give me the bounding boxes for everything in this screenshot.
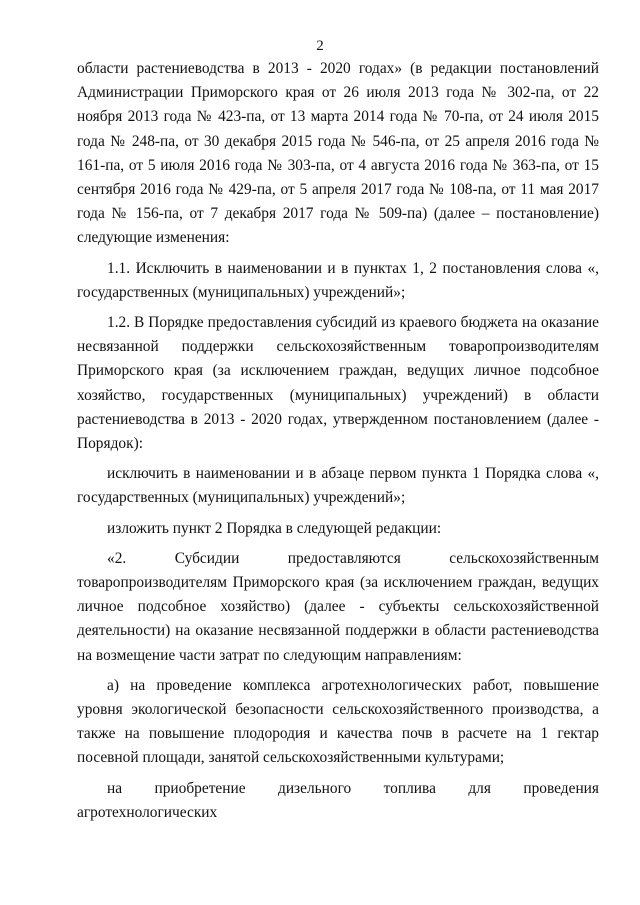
paragraph-diesel-fuel: на приобретение дизельного топлива для проведения агротехнологических [77, 779, 599, 821]
paragraph-1-2: 1.2. В Порядке предоставления субсидий из краевого бюджета на оказание несвязанной поддержки сельскохозяйственным товаропроизводителям Приморского края (за исключением граждан, ведущих личное подсобное хозяйство, государственных (муниципальных) учреждений) в области растениеводства в 2013 - 2020 годах, утвержденном постановлением (далее - Порядок): [77, 314, 599, 453]
paragraph-1-1: 1.1. Исключить в наименовании и в пунктах 1, 2 постановления слова «, государственных (муниципальных) учреждений»; [77, 259, 599, 301]
paragraph-point-2-text: «2. Субсидии предоставляются сельскохозяйственным товаропроизводителям Приморского края (за исключением граждан, ведущих личное подсобное хозяйство) (далее - субъекты сельскохозяйственной деятельности) на оказание несвязанной поддержки в области растениеводства на возмещение части затрат по следующим направлениям: [77, 549, 599, 664]
document-body [77, 57, 599, 825]
page-number: 2 [316, 38, 324, 54]
paragraph-restate-point-2: изложить пункт 2 Порядка в следующей редакции: [107, 519, 442, 537]
paragraph-subpoint-a: а) на проведение комплекса агротехнологических работ, повышение уровня экологической безопасности сельскохозяйственного производства, а также на повышение плодородия и качества почв в расчете на 1 гектар посевной площади, занятой сельскохозяйственными культурами; [77, 676, 599, 767]
paragraph-intro-changes: области растениеводства в 2013 - 2020 годах» (в редакции постановлений Администрации Приморского края от 26 июля 2013 года № 302-па, от 22 ноября 2013 года № 423-па, от 13 марта 2014 года № 70-па, от 24 июля 2015 года № 248-па, от 30 декабря 2015 года № 546-па, от 25 апреля 2016 года № 161-па, от 5 июля 2016 года № 303-па, от 4 августа 2016 года № 363-па, от 15 сентября 2016 года № 429-па, от 5 апреля 2017 года № 108-па, от 11 мая 2017 года № 156-па, от 7 декабря 2017 года № 509-па) (далее – постановление) следующие изменения: [77, 60, 599, 247]
paragraph-exclude-words: исключить в наименовании и в абзаце первом пункта 1 Порядка слова «, государственных (муниципальных) учреждений»; [77, 465, 599, 507]
